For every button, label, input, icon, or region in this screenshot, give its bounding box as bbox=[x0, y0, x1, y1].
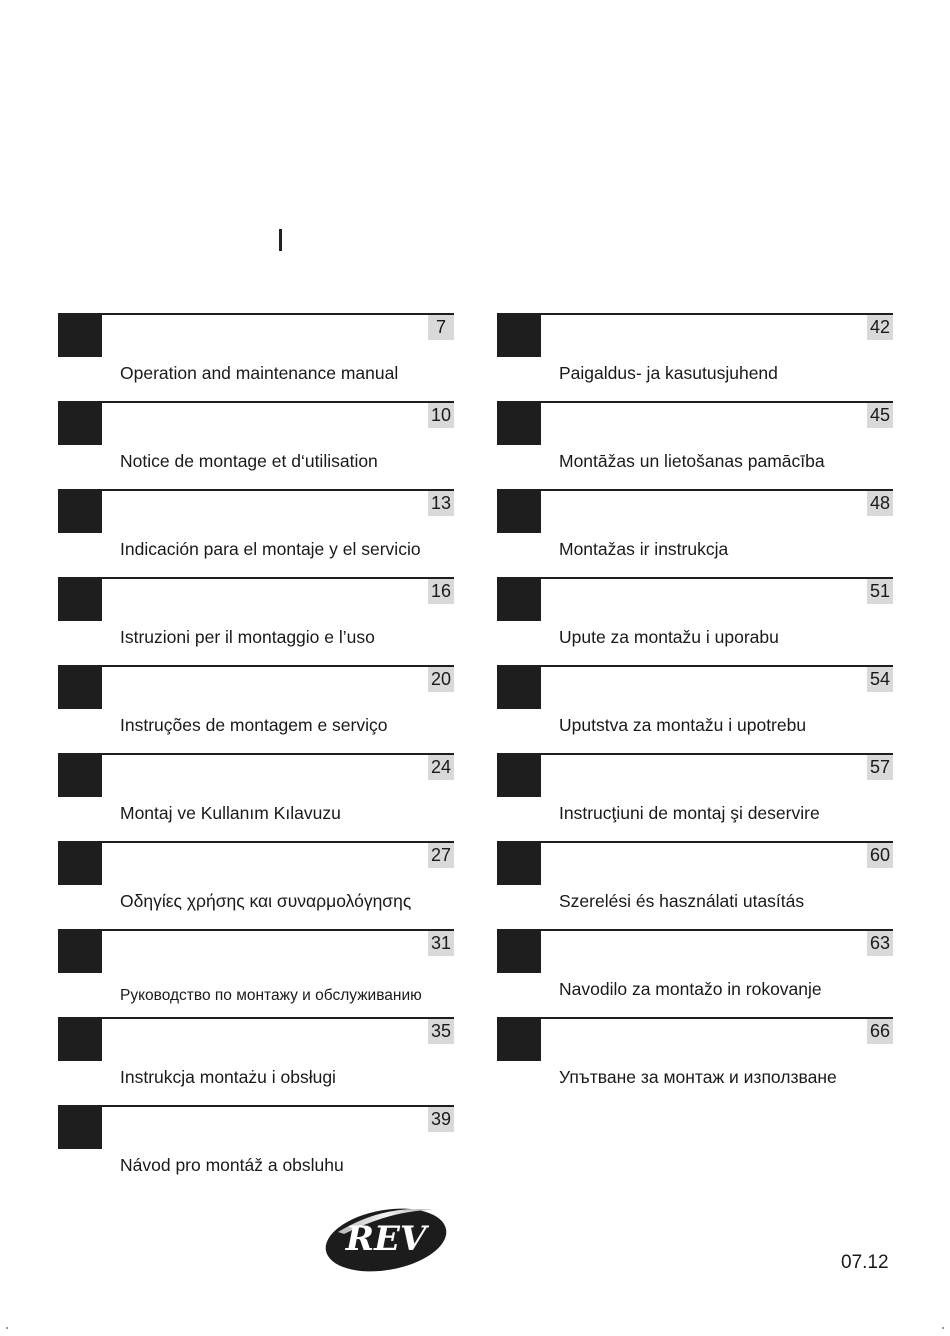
manual-title: Notice de montage et d‘utilisation bbox=[120, 451, 378, 471]
page-number: 66 bbox=[867, 1019, 893, 1044]
manual-title: Navodilo za montažo in rokovanje bbox=[559, 979, 822, 999]
language-block bbox=[58, 1017, 102, 1061]
crop-mark bbox=[6, 1327, 8, 1329]
manual-title: Upute za montažu i uporabu bbox=[559, 627, 779, 647]
page-number: 48 bbox=[867, 491, 893, 516]
language-block bbox=[497, 401, 541, 445]
page-number: 51 bbox=[867, 579, 893, 604]
language-block bbox=[58, 753, 102, 797]
toc-entry[interactable] bbox=[497, 313, 893, 401]
manual-title: Montāžas un lietošanas pamācība bbox=[559, 451, 825, 471]
text-cursor-mark bbox=[279, 229, 282, 251]
language-block bbox=[497, 1017, 541, 1061]
toc-entry[interactable] bbox=[497, 489, 893, 577]
page-number: 39 bbox=[428, 1107, 454, 1132]
language-block bbox=[497, 753, 541, 797]
page-number: 27 bbox=[428, 843, 454, 868]
toc-entry[interactable] bbox=[497, 1017, 893, 1105]
manual-title: Paigaldus- ja kasutusjuhend bbox=[559, 363, 778, 383]
manual-title: Szerelési és használati utasítás bbox=[559, 891, 805, 911]
divider-line bbox=[541, 841, 893, 843]
manual-title: Operation and maintenance manual bbox=[120, 363, 399, 383]
language-block bbox=[497, 313, 541, 357]
divider-line bbox=[102, 1017, 454, 1019]
page-number: 63 bbox=[867, 931, 893, 956]
divider-line bbox=[541, 753, 893, 755]
page-number: 20 bbox=[428, 667, 454, 692]
page-number: 60 bbox=[867, 843, 893, 868]
divider-line bbox=[541, 665, 893, 667]
divider-line bbox=[102, 929, 454, 931]
language-block bbox=[497, 489, 541, 533]
toc-entry[interactable] bbox=[58, 665, 454, 753]
language-block bbox=[58, 929, 102, 973]
language-block bbox=[58, 665, 102, 709]
toc-entry[interactable] bbox=[58, 1105, 454, 1193]
language-block bbox=[497, 665, 541, 709]
manual-title: Montaj ve Kullanım Kılavuzu bbox=[120, 803, 341, 823]
toc-entry[interactable] bbox=[58, 401, 454, 489]
toc-entry[interactable] bbox=[58, 577, 454, 665]
contents-left-column bbox=[58, 313, 454, 1193]
divider-line bbox=[102, 1105, 454, 1107]
toc-entry[interactable] bbox=[58, 489, 454, 577]
divider-line bbox=[541, 577, 893, 579]
toc-entry[interactable] bbox=[497, 577, 893, 665]
page-number: 16 bbox=[428, 579, 454, 604]
manual-title: Instruções de montagem e serviço bbox=[120, 715, 388, 735]
language-block bbox=[497, 577, 541, 621]
toc-entry[interactable] bbox=[58, 313, 454, 401]
manual-title: Instrukcja montażu i obsługi bbox=[120, 1067, 336, 1087]
divider-line bbox=[102, 753, 454, 755]
manual-title: Montažas ir instrukcja bbox=[559, 539, 729, 559]
edition-date: 07.12 bbox=[841, 1252, 889, 1273]
logo-wordmark: REV bbox=[345, 1219, 427, 1259]
language-block bbox=[497, 929, 541, 973]
divider-line bbox=[102, 313, 454, 315]
manual-title: Istruzioni per il montaggio e l’uso bbox=[120, 627, 375, 647]
page-number: 13 bbox=[428, 491, 454, 516]
manual-title: Οδηγίες χρήσης και συναρμολόγησης bbox=[120, 891, 412, 911]
page-number: 7 bbox=[428, 315, 454, 340]
divider-line bbox=[541, 1017, 893, 1019]
divider-line bbox=[541, 401, 893, 403]
divider-line bbox=[102, 401, 454, 403]
toc-entry[interactable] bbox=[497, 665, 893, 753]
divider-line bbox=[102, 489, 454, 491]
page-number: 31 bbox=[428, 931, 454, 956]
rev-logo bbox=[322, 1198, 450, 1272]
page-number: 35 bbox=[428, 1019, 454, 1044]
divider-line bbox=[102, 841, 454, 843]
language-block bbox=[58, 841, 102, 885]
toc-entry[interactable] bbox=[58, 929, 454, 1017]
manual-title: Indicación para el montaje y el servicio bbox=[120, 539, 421, 559]
toc-entry[interactable] bbox=[58, 1017, 454, 1105]
page-number: 24 bbox=[428, 755, 454, 780]
divider-line bbox=[541, 929, 893, 931]
toc-entry[interactable] bbox=[497, 753, 893, 841]
divider-line bbox=[541, 313, 893, 315]
toc-entry[interactable] bbox=[58, 753, 454, 841]
language-block bbox=[497, 841, 541, 885]
toc-entry[interactable] bbox=[497, 401, 893, 489]
manual-title: Návod pro montáž a obsluhu bbox=[120, 1155, 344, 1175]
language-block bbox=[58, 577, 102, 621]
page-number: 42 bbox=[867, 315, 893, 340]
page-number: 57 bbox=[867, 755, 893, 780]
toc-entry[interactable] bbox=[58, 841, 454, 929]
manual-title: Руководство по монтажу и обслуживанию bbox=[120, 987, 422, 1004]
divider-line bbox=[102, 665, 454, 667]
divider-line bbox=[541, 489, 893, 491]
language-block bbox=[58, 489, 102, 533]
page-number: 45 bbox=[867, 403, 893, 428]
contents-right-column bbox=[497, 313, 893, 1105]
toc-entry[interactable] bbox=[497, 841, 893, 929]
toc-entry[interactable] bbox=[497, 929, 893, 1017]
manual-title: Упътване за монтаж и използване bbox=[559, 1067, 837, 1087]
manual-title: Instrucţiuni de montaj şi deservire bbox=[559, 803, 820, 823]
language-block bbox=[58, 313, 102, 357]
language-block bbox=[58, 401, 102, 445]
page-number: 10 bbox=[428, 403, 454, 428]
language-block bbox=[58, 1105, 102, 1149]
manual-title: Uputstva za montažu i upotrebu bbox=[559, 715, 807, 735]
divider-line bbox=[102, 577, 454, 579]
crop-mark bbox=[942, 1327, 944, 1329]
page-number: 54 bbox=[867, 667, 893, 692]
